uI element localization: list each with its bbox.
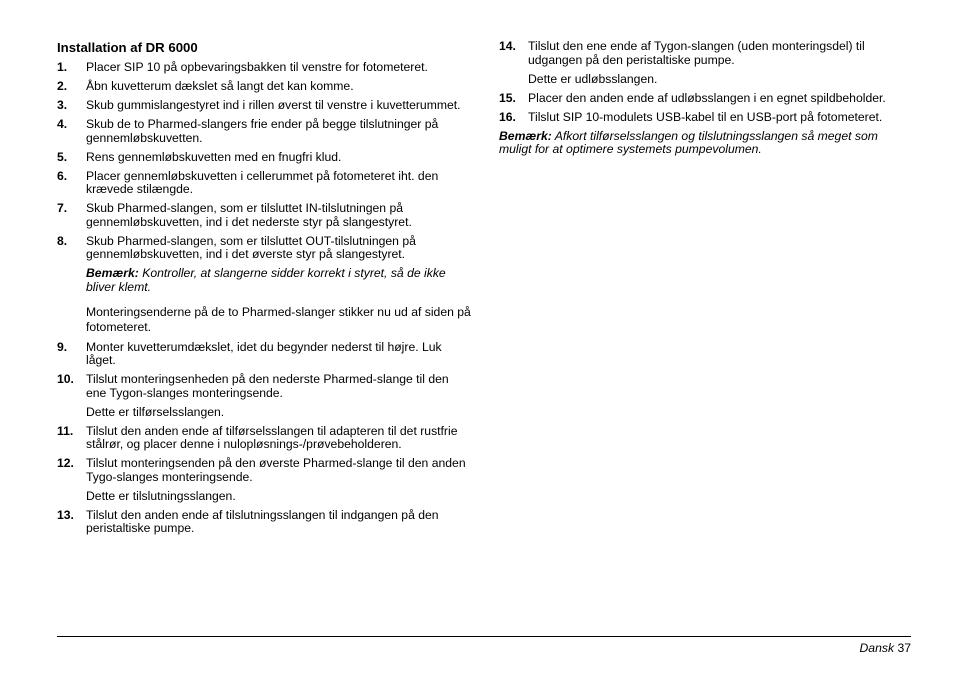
step-text: Skub gummislangestyret ind i rillen øverst til venstre i kuvetterummet. — [86, 98, 461, 112]
note-label: Bemærk: — [86, 266, 139, 280]
step-2 — [57, 80, 472, 94]
step-text: Tilslut den ene ende af Tygon-slangen (uden monteringsdel) til udgangen på den peristaltiske pumpe. — [528, 39, 865, 67]
step-number: 12. — [57, 456, 74, 470]
step-6 — [57, 170, 472, 197]
note-label: Bemærk: — [499, 128, 552, 143]
step-text: Monter kuvetterumdækslet, idet du begynder nederst til højre. Luk låget. — [86, 339, 442, 367]
step-number: 7. — [57, 201, 68, 215]
step-number: 13. — [57, 507, 74, 522]
step-11 — [57, 425, 472, 452]
left-column — [57, 40, 472, 541]
note-final — [499, 130, 911, 157]
step-number: 5. — [57, 149, 68, 164]
step-text: Tilslut monteringsenden på den øverste Pharmed-slange til den anden Tygo-slanges monteringsende. — [86, 456, 466, 484]
step-8-paragraph: Monteringsenderne på de to Pharmed-slanger stikker nu ud af siden på fotometeret. — [86, 305, 471, 334]
step-15 — [499, 92, 911, 106]
step-9 — [57, 341, 472, 368]
step-text: Placer SIP 10 på opbevaringsbakken til venstre for fotometeret. — [86, 60, 428, 74]
step-text: Placer den anden ende af udløbsslangen i en egnet spildbeholder. — [528, 90, 886, 105]
footer-divider — [57, 636, 911, 637]
note-text: Kontroller, at slangerne sidder korrekt i styret, så de ikke bliver klemt. — [86, 266, 446, 294]
step-number: 11. — [57, 423, 74, 438]
step-number: 3. — [57, 98, 68, 112]
step-text: Tilslut den anden ende af tilslutningsslangen til indgangen på den peristaltiske pumpe. — [86, 507, 439, 535]
step-number: 9. — [57, 339, 68, 354]
step-10 — [57, 373, 472, 400]
page-number: 37 — [897, 641, 911, 655]
step-5 — [57, 151, 472, 165]
step-text: Tilslut den anden ende af tilførselsslangen til adapteren til det rustfrie stålrør, og placer denne i nulopløsnings-/prøvebeholderen. — [86, 423, 458, 451]
step-4 — [57, 118, 472, 145]
step-number: 2. — [57, 79, 68, 93]
step-number: 14. — [499, 39, 516, 53]
step-number: 8. — [57, 233, 68, 248]
step-text: Åbn kuvetterum dækslet så langt det kan komme. — [86, 79, 354, 93]
step-7 — [57, 202, 472, 229]
step-1 — [57, 61, 472, 75]
step-text: Tilslut monteringsenheden på den nederste Pharmed-slange til den ene Tygon-slanges monteringsende. — [86, 372, 449, 400]
step-3 — [57, 99, 472, 113]
step-10-result: Dette er tilførselsslangen. — [86, 404, 225, 419]
step-number: 6. — [57, 168, 68, 183]
right-column — [499, 40, 911, 162]
step-number: 15. — [499, 90, 516, 105]
step-number: 4. — [57, 117, 68, 131]
note-step-8 — [86, 267, 472, 294]
step-text: Placer gennemløbskuvetten i cellerummet på fotometeret iht. den krævede stilængde. — [86, 168, 439, 196]
step-text: Rens gennemløbskuvetten med en fnugfri klud. — [86, 149, 342, 164]
page-footer — [860, 642, 912, 656]
step-12-result: Dette er tilslutningsslangen. — [86, 488, 236, 503]
note-text: Afkort tilførselsslangen og tilslutningsslangen så meget som muligt for at optimere systemets pumpevolumen. — [499, 128, 878, 156]
section-heading: Installation af DR 6000 — [57, 40, 198, 55]
footer-language: Dansk — [859, 641, 895, 655]
step-number: 1. — [57, 60, 68, 74]
step-14-result: Dette er udløbsslangen. — [528, 71, 658, 86]
step-text: Tilslut SIP 10-modulets USB-kabel til en USB-port på fotometeret. — [528, 109, 883, 124]
step-13 — [57, 509, 472, 536]
step-12 — [57, 457, 472, 484]
step-text: Skub de to Pharmed-slangers frie ender på begge tilslutninger på gennemløbskuvetten. — [86, 117, 439, 145]
step-16 — [499, 111, 911, 125]
step-8 — [57, 235, 472, 262]
step-text: Skub Pharmed-slangen, som er tilsluttet OUT-tilslutningen på gennemløbskuvetten, ind i det øverste styr på slangestyret. — [86, 233, 416, 261]
step-number: 16. — [499, 109, 516, 124]
step-number: 10. — [57, 372, 74, 386]
step-14 — [499, 40, 911, 67]
step-text: Skub Pharmed-slangen, som er tilsluttet IN-tilslutningen på gennemløbskuvetten, ind i det nederste styr på slangestyret. — [86, 201, 412, 229]
